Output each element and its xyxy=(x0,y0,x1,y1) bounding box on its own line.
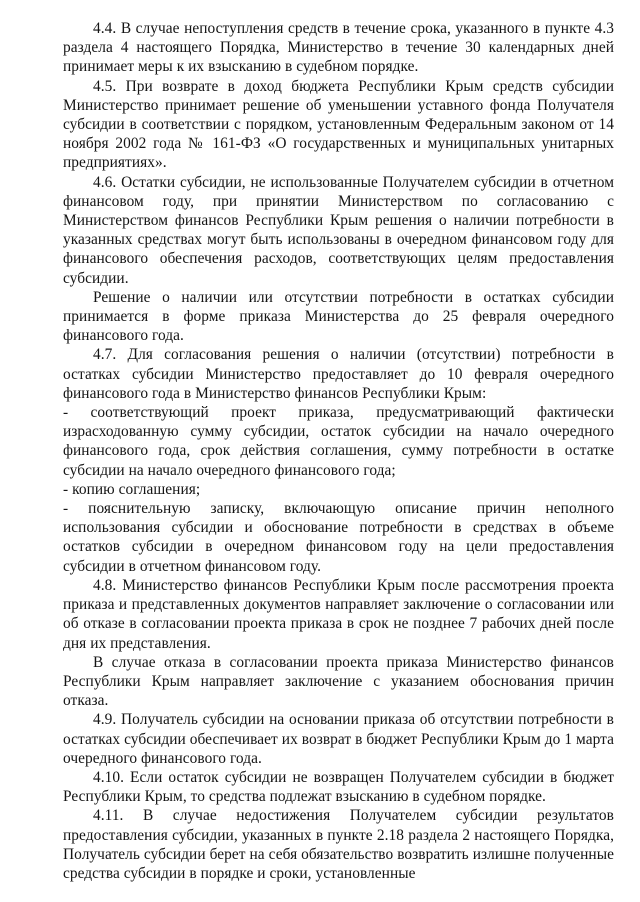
list-item-agreement-copy: - копию соглашения; xyxy=(63,480,201,498)
paragraph-4-7: 4.7. Для согласования решения о наличии (отсутствии) потребности в остатках субсидии Министерство предоставляет до 10 февраля очередного финансового года в Министерство финансов Республики Крым: xyxy=(63,346,614,402)
paragraph-4-11: 4.11. В случае недостижения Получателем субсидии результатов предоставления субсидии, указанных в пункте 2.18 раздела 2 настоящего Порядка, Получатель субсидии берет на себя обязательство возвратить излишне полученные средства субсидии в порядке и сроки, установленные xyxy=(63,807,614,882)
paragraph-4-6: 4.6. Остатки субсидии, не использованные Получателем субсидии в отчетном финансовом году, при принятии Министерством по согласованию с Министерством финансов Республики Крым решения о наличии потребности в указанных средствах могут быть использованы в очередном финансовом году для финансового обеспечения расходов, соответствующих целям предоставления субсидии. xyxy=(63,173,614,287)
paragraph-refusal: В случае отказа в согласовании проекта приказа Министерство финансов Республики Крым направляет заключение с указанием обоснования причин отказа. xyxy=(63,653,614,710)
paragraph-4-10: 4.10. Если остаток субсидии не возвращен Получателем субсидии в бюджет Республики Крым, то средства подлежат взысканию в судебном порядке. xyxy=(63,768,614,806)
list-item-explanatory-note: - пояснительную записку, включающую описание причин неполного использования субсидии и обоснование потребности в средствах в объеме остатков субсидии в очередном финансовом году на цели предоставления субсидии в отчетном финансовом году. xyxy=(63,500,614,575)
paragraph-4-8: 4.8. Министерство финансов Республики Крым после рассмотрения проекта приказа и представленных документов направляет заключение о согласовании или об отказе в согласовании проекта приказа в срок не позднее 7 рабочих дней после дня их представления. xyxy=(63,576,614,652)
paragraph-4-4: 4.4. В случае непоступления средств в течение срока, указанного в пункте 4.3 раздела 4 настоящего Порядка, Министерство в течение 30 календарных дней принимает меры к их взысканию в судебном порядке. xyxy=(63,20,614,76)
paragraph-decision: Решение о наличии или отсутствии потребности в остатках субсидии принимается в форме приказа Министерства до 25 февраля очередного финансового года. xyxy=(63,288,614,345)
paragraph-4-9: 4.9. Получатель субсидии на основании приказа об отсутствии потребности в остатках субсидии обеспечивает их возврат в бюджет Республики Крым до 1 марта очередного финансового года. xyxy=(63,711,614,767)
list-item-draft-order: - соответствующий проект приказа, предусматривающий фактически израсходованную сумму субсидии, остаток субсидии на начало очередного финансового года, срок действия соглашения, сумму потребности в остатке субсидии на начало очередного финансового года; xyxy=(63,404,614,479)
paragraph-4-5: 4.5. При возврате в доход бюджета Республики Крым средств субсидии Министерство принимает решение об уменьшении уставного фонда Получателя субсидии в соответствии с порядком, установленным Федеральным законом от 14 ноября 2002 года № 161-ФЗ «О государственных и муниципальных унитарных предприятиях». xyxy=(63,77,614,172)
